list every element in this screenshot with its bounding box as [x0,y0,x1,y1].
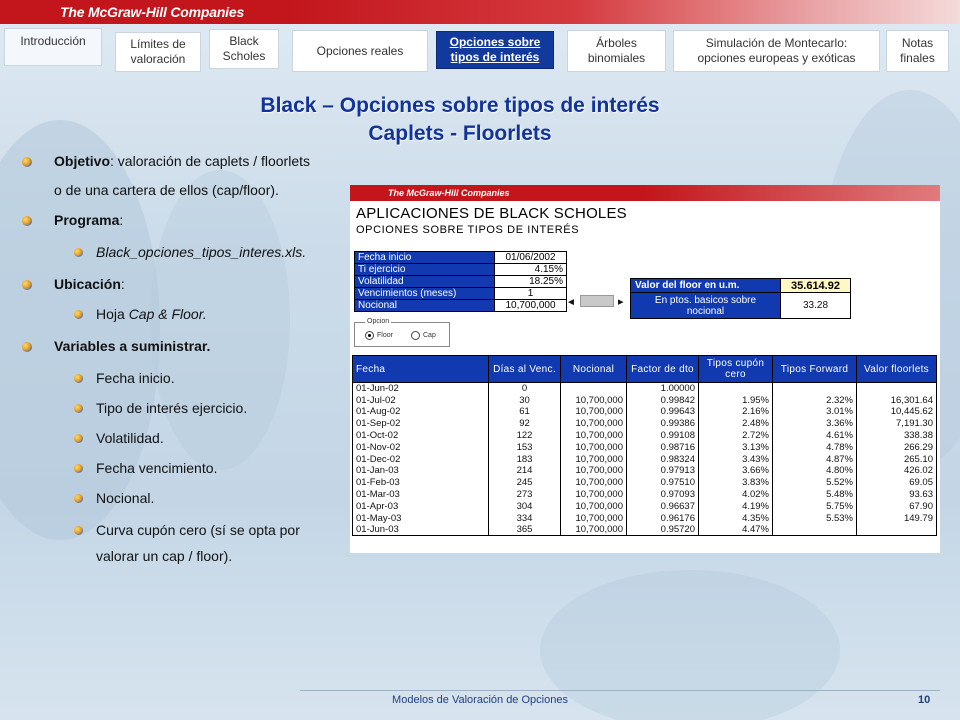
table-cell: 3.66% [699,465,773,477]
bullet-variables: Variables a suministrar. [54,338,211,354]
table-cell: 153 [489,441,561,453]
table-cell: 01-Jun-02 [353,383,489,395]
param-label: Nocional [355,300,495,312]
table-cell: 183 [489,453,561,465]
table-cell: 0.99386 [627,418,699,430]
param-label: Vencimientos (meses) [355,288,495,300]
table-cell: 4.19% [699,500,773,512]
table-cell: 0.98716 [627,441,699,453]
table-cell: 2.16% [699,406,773,418]
table-cell: 01-Aug-02 [353,406,489,418]
table-cell [561,383,627,395]
table-cell [699,383,773,395]
table-row [353,500,937,512]
table-cell: 10,445.62 [857,406,937,418]
table-cell: 10,700,000 [561,394,627,406]
table-cell: 0.95720 [627,524,699,536]
table-cell: 10,700,000 [561,465,627,477]
table-cell: 92 [489,418,561,430]
sub-bullet-icon [74,434,83,443]
table-cell: 3.36% [773,418,857,430]
table-cell: 0.97913 [627,465,699,477]
sub-bullet-icon [74,526,83,535]
table-cell: 3.13% [699,441,773,453]
parameters-table [354,251,567,312]
radio-floor[interactable] [365,331,374,340]
bullet-objetivo-cont: o de una cartera de ellos (cap/floor). [54,182,279,198]
table-cell: 01-Dec-02 [353,453,489,465]
floor-value-label: Valor del floor en u.m. [631,279,781,293]
tab-limites-de-valoracion[interactable]: Límites de valoración [115,32,201,72]
table-row [353,430,937,442]
brand-logo: The McGraw-Hill Companies [60,4,245,20]
tab-simulacion-montecarlo[interactable]: Simulación de Montecarlo: opciones europeas y exóticas [673,30,880,72]
sub-bullet-icon [74,494,83,503]
table-cell: 4.78% [773,441,857,453]
table-cell: 01-Jan-03 [353,465,489,477]
table-cell: 10,700,000 [561,430,627,442]
radio-cap[interactable] [411,331,420,340]
table-row [353,489,937,501]
table-cell: 67.90 [857,500,937,512]
tab-notas-finales[interactable]: Notas finales [886,30,949,72]
tab-introduccion[interactable]: Introducción [4,28,102,66]
variable-item: Fecha inicio. [96,370,175,386]
sub-bullet-icon [74,404,83,413]
maturity-scrollbar[interactable] [580,295,614,307]
param-row [355,264,567,276]
param-value[interactable]: 10,700,000 [495,300,567,312]
table-cell: 0.97510 [627,477,699,489]
table-row [353,406,937,418]
table-cell [857,524,937,536]
bullet-programa: Programa: [54,212,124,228]
table-cell: 10,700,000 [561,453,627,465]
table-cell: 4.80% [773,465,857,477]
table-cell: 10,700,000 [561,441,627,453]
radio-floor-label: Floor [377,332,393,339]
param-label: Fecha inicio [355,252,495,264]
table-cell: 0.99643 [627,406,699,418]
variable-item-cont: valorar un cap / floor). [96,548,233,564]
bullet-icon [22,280,32,290]
tab-black-scholes[interactable]: Black Scholes [209,29,279,69]
page-subtitle: Caplets - Floorlets [368,122,552,145]
col-header: Tipos cupón cero [699,356,773,383]
table-cell: 10,700,000 [561,489,627,501]
col-header: Nocional [561,356,627,383]
table-cell [857,383,937,395]
col-header: Días al Venc. [489,356,561,383]
table-row [353,394,937,406]
table-cell: 0 [489,383,561,395]
table-cell: 0.96176 [627,512,699,524]
table-cell: 4.35% [699,512,773,524]
spin-left-arrow-icon[interactable]: ◄ [566,297,576,308]
table-cell: 10,700,000 [561,524,627,536]
table-cell [773,383,857,395]
bullet-ubicacion: Ubicación: [54,276,125,292]
param-row [355,252,567,264]
table-cell: 10,700,000 [561,406,627,418]
table-cell: 365 [489,524,561,536]
table-cell: 426.02 [857,465,937,477]
basis-points-value: 33.28 [781,293,851,319]
tab-opciones-reales[interactable]: Opciones reales [292,30,428,72]
col-header: Valor floorlets [857,356,937,383]
variable-item: Fecha vencimiento. [96,460,218,476]
tab-arboles-binomiales[interactable]: Árboles binomiales [567,30,666,72]
table-cell: 266.29 [857,441,937,453]
table-cell: 0.98324 [627,453,699,465]
table-cell: 2.72% [699,430,773,442]
table-cell: 214 [489,465,561,477]
table-cell: 0.99108 [627,430,699,442]
table-cell: 4.87% [773,453,857,465]
variable-item: Tipo de interés ejercicio. [96,400,248,416]
table-cell: 10,700,000 [561,512,627,524]
table-cell: 273 [489,489,561,501]
table-cell: 01-Sep-02 [353,418,489,430]
spin-right-arrow-icon[interactable]: ▸ [618,296,624,308]
tab-opciones-sobre-tipos-de-interes[interactable]: Opciones sobre tipos de interés [436,31,554,69]
table-cell: 4.02% [699,489,773,501]
variable-item: Volatilidad. [96,430,164,446]
sub-bullet-icon [74,374,83,383]
table-cell: 16,301.64 [857,394,937,406]
table-cell: 01-Feb-03 [353,477,489,489]
table-cell: 265.10 [857,453,937,465]
table-cell: 338.38 [857,430,937,442]
table-cell: 2.32% [773,394,857,406]
table-cell: 334 [489,512,561,524]
param-row [355,276,567,288]
table-cell: 01-Jul-02 [353,394,489,406]
sub-bullet-icon [74,310,83,319]
basis-points-label: En ptos. basicos sobre nocional [631,293,781,319]
bullet-objetivo: Objetivo: valoración de caplets / floorlets [54,153,311,169]
sheet-heading: APLICACIONES DE BLACK SCHOLES [356,205,627,222]
table-cell: 01-Jun-03 [353,524,489,536]
page-number: 10 [918,694,931,706]
table-cell [773,524,857,536]
table-cell: 01-May-03 [353,512,489,524]
table-cell: 61 [489,406,561,418]
table-cell: 01-Apr-03 [353,500,489,512]
param-value[interactable]: 4.15% [495,264,567,276]
table-row [353,524,937,536]
bullet-programa-file: Black_opciones_tipos_interes.xls. [96,244,307,260]
table-cell: 4.47% [699,524,773,536]
table-cell: 149.79 [857,512,937,524]
table-cell: 10,700,000 [561,477,627,489]
floorlets-table [352,355,937,536]
table-cell: 4.61% [773,430,857,442]
sheet-subheading: OPCIONES SOBRE TIPOS DE INTERÉS [356,224,580,236]
table-cell: 69.05 [857,477,937,489]
option-group-label: Opcion [367,318,390,325]
table-cell: 93.63 [857,489,937,501]
table-cell: 01-Nov-02 [353,441,489,453]
table-cell: 7,191.30 [857,418,937,430]
table-row [353,477,937,489]
bullet-hoja: Hoja Cap & Floor. [96,306,207,322]
table-cell: 245 [489,477,561,489]
table-row [353,512,937,524]
table-cell: 5.52% [773,477,857,489]
param-row [355,300,567,312]
table-cell: 5.48% [773,489,857,501]
page-title: Black – Opciones sobre tipos de interés [260,94,660,117]
variable-item: Nocional. [96,490,155,506]
param-label: Ti ejercicio [355,264,495,276]
table-cell: 0.99842 [627,394,699,406]
param-label: Volatilidad [355,276,495,288]
table-cell: 1.95% [699,394,773,406]
radio-cap-label: Cap [423,332,436,339]
table-cell: 122 [489,430,561,442]
floorlets-body [353,383,937,536]
table-cell: 0.97093 [627,489,699,501]
table-header-row [353,356,937,383]
spreadsheet-panel [350,185,940,553]
table-cell: 01-Oct-02 [353,430,489,442]
bullet-icon [22,342,32,352]
table-cell: 0.96637 [627,500,699,512]
param-value[interactable]: 1 [495,288,567,300]
table-cell: 10,700,000 [561,418,627,430]
floor-value: 35.614.92 [781,279,851,293]
col-header: Factor de dto [627,356,699,383]
param-row [355,288,567,300]
param-value[interactable]: 18.25% [495,276,567,288]
table-cell: 304 [489,500,561,512]
table-cell: 1.00000 [627,383,699,395]
sub-bullet-icon [74,464,83,473]
table-row [353,418,937,430]
footer-text: Modelos de Valoración de Opciones [392,694,568,706]
table-row [353,441,937,453]
variable-item: Curva cupón cero (sí se opta por [96,522,300,538]
option-type-group [354,318,450,347]
table-cell: 3.01% [773,406,857,418]
bullet-icon [22,157,32,167]
table-row [353,465,937,477]
table-cell: 01-Mar-03 [353,489,489,501]
brand-bar [0,0,960,24]
table-cell: 2.48% [699,418,773,430]
table-cell: 10,700,000 [561,500,627,512]
table-row [353,453,937,465]
table-cell: 30 [489,394,561,406]
table-cell: 3.43% [699,453,773,465]
table-cell: 3.83% [699,477,773,489]
sheet-brand-bar: The McGraw-Hill Companies [350,185,940,201]
col-header: Tipos Forward [773,356,857,383]
footer-divider [300,690,940,691]
bullet-icon [22,216,32,226]
table-cell: 5.75% [773,500,857,512]
param-value[interactable]: 01/06/2002 [495,252,567,264]
table-row [353,383,937,395]
col-header: Fecha [353,356,489,383]
sub-bullet-icon [74,248,83,257]
table-cell: 5.53% [773,512,857,524]
floor-value-box [630,278,851,319]
